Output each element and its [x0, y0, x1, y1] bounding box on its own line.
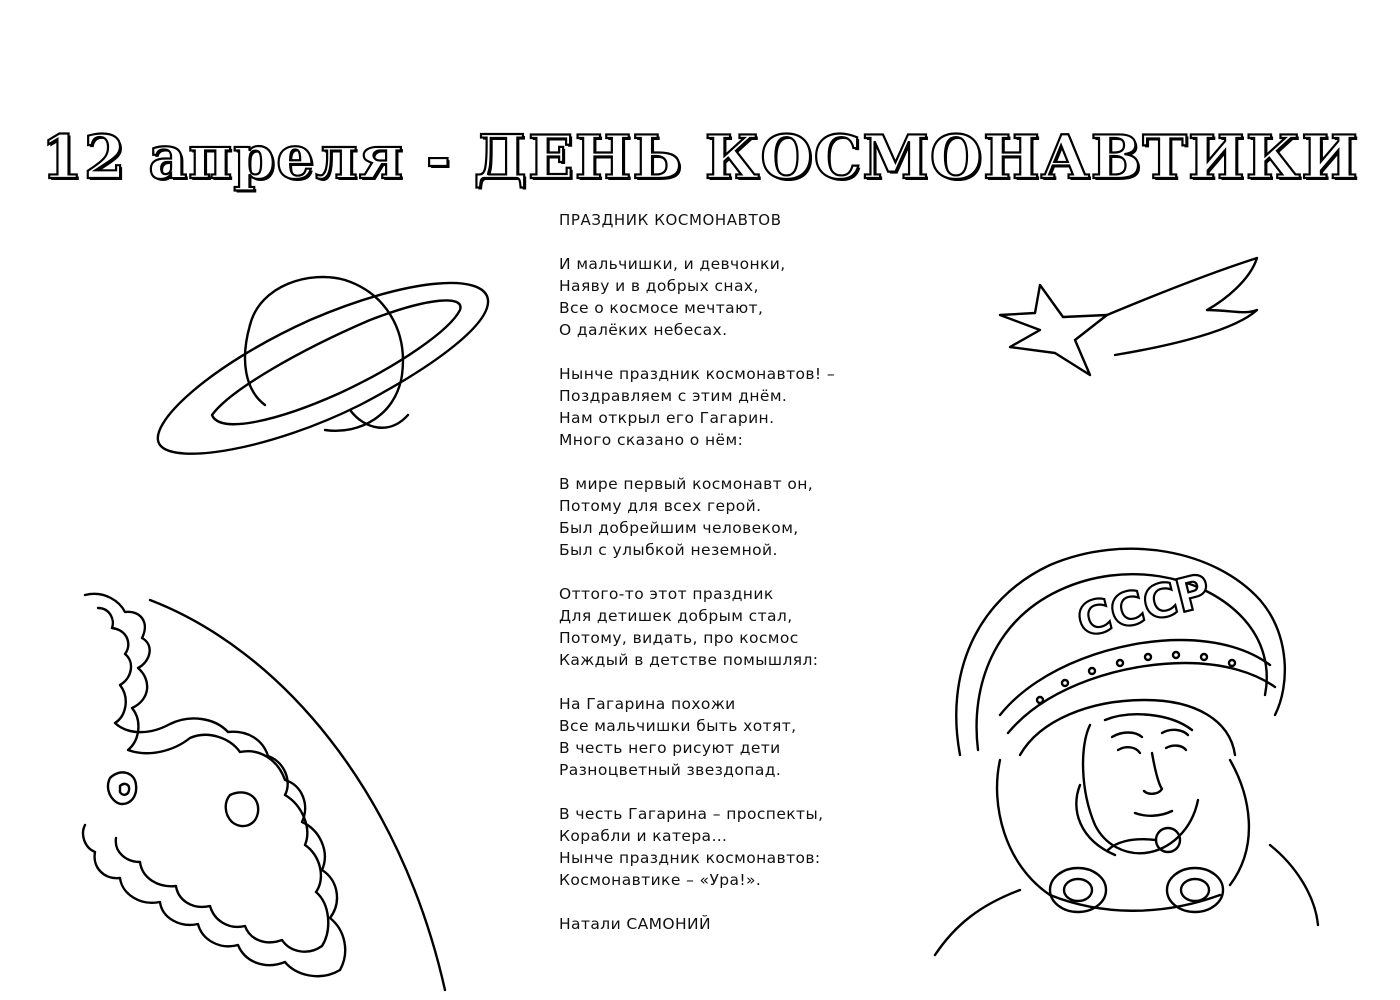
poem-stanza: [559, 253, 899, 341]
earth-globe-icon: [80, 590, 460, 990]
poem-line: Наяву и в добрых снах,: [559, 277, 759, 295]
poem-line: Разноцветный звездопад.: [559, 761, 782, 779]
page-title: 12 апреля - ДЕНЬ КОСМОНАВТИКИ: [41, 123, 1359, 193]
poem-stanza: [559, 363, 899, 451]
poem-line: Был добрейшим человеком,: [559, 519, 799, 537]
poem-line: Нам открыл его Гагарин.: [559, 409, 775, 427]
saturn-planet-icon: [140, 265, 500, 475]
poem-line: Поздравляем с этим днём.: [559, 387, 788, 405]
poem-line: Нынче праздник космонавтов! –: [559, 365, 836, 383]
poem-line: В мире первый космонавт он,: [559, 475, 814, 493]
poem-author: Натали САМОНИЙ: [559, 915, 712, 933]
poem-line: Каждый в детстве помышлял:: [559, 651, 819, 669]
poem-line: Потому для всех герой.: [559, 497, 762, 515]
poem: [559, 209, 899, 935]
poem-stanza: [559, 803, 899, 891]
cosmonaut-helmet-icon: [930, 545, 1320, 960]
poem-line: Космонавтике – «Ура!».: [559, 871, 762, 889]
poem-line: Корабли и катера…: [559, 827, 728, 845]
poem-line: В честь Гагарина – проспекты,: [559, 805, 824, 823]
poem-line: О далёких небесах.: [559, 321, 728, 339]
poem-stanza: [559, 693, 899, 781]
poem-line: Все о космосе мечтают,: [559, 299, 764, 317]
poem-line: Оттого-то этот праздник: [559, 585, 774, 603]
poem-line: И мальчишки, и девчонки,: [559, 255, 786, 273]
poem-line: Для детишек добрым стал,: [559, 607, 793, 625]
shooting-star-icon: [995, 255, 1265, 390]
poem-line: Много сказано о нём:: [559, 431, 744, 449]
poem-title: ПРАЗДНИК КОСМОНАВТОВ: [559, 211, 782, 229]
poem-stanza: [559, 473, 899, 561]
poem-line: На Гагарина похожи: [559, 695, 736, 713]
poem-line: В честь него рисуют дети: [559, 739, 781, 757]
poem-line: Потому, видать, про космос: [559, 629, 799, 647]
poem-stanza: [559, 583, 899, 671]
poem-line: Нынче праздник космонавтов:: [559, 849, 821, 867]
helmet-cccp-label: СССР: [1071, 562, 1216, 648]
poem-line: Все мальчишки быть хотят,: [559, 717, 797, 735]
poem-line: Был с улыбкой неземной.: [559, 541, 778, 559]
